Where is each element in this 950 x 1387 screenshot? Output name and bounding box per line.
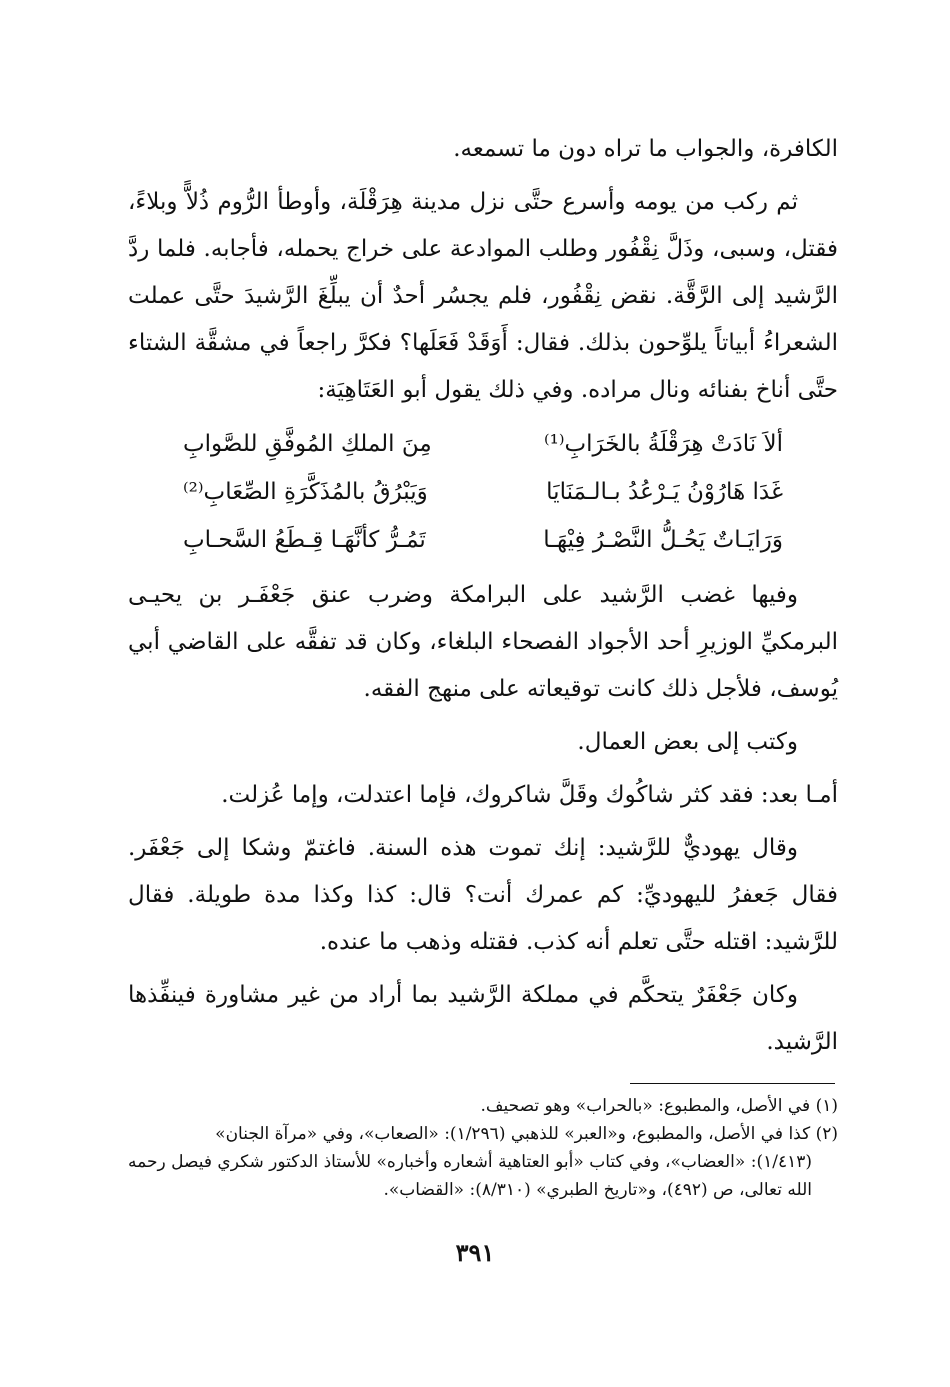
footnote-1: (١) في الأصل، والمطبوع: «بالحراب» وهو تصحيف. bbox=[480, 1096, 838, 1116]
footnotes bbox=[128, 1092, 838, 1204]
main-text bbox=[128, 126, 838, 1072]
paragraph-barmakids: وفيها غضب الرَّشيد على البرامكة وضرب عنق جَعْفَـر بن يحيـى البرمكيِّ الوزيرِ أحد الأجواد الفصحاء البلغاء، وكان قد تفقَّه على القاضي أبي يُوسف، فلأجل ذلك كانت توقيعاته على منهج الفقه. bbox=[128, 582, 838, 702]
verse-second-hemistich: تَمُـرُّ كأنَّهَـا قِـطَعُ السَّحـابِ bbox=[183, 527, 426, 553]
footnote-2 bbox=[128, 1120, 838, 1204]
verse-second-hemistich: مِنَ الملكِ المُوفَّقِ للصَّوابِ bbox=[183, 431, 432, 457]
verse-row bbox=[183, 516, 783, 564]
paragraph-jew-story: وقال يهوديٌّ للرَّشيد: إنك تموت هذه السنة. فاغتمّ وشكا إلى جَعْفَر. فقال جَعفرُ لليهوديِّ: كم عمرك أنت؟ قال: كذا وكذا مدة طويلة. فقال للرَّشيد: اقتله حتَّى تعلم أنه كذب. فقتله وذهب ما عنده. bbox=[128, 835, 838, 955]
verse-row bbox=[183, 468, 783, 516]
opening-line: الكافرة، والجواب ما تراه دون ما تسمعه. bbox=[453, 136, 838, 162]
footnote-2-first-line: (٢) كذا في الأصل، والمطبوع، و«العبر» للذهبي (١/٢٩٦): «الصعاب»، وفي «مرآة الجنان» bbox=[215, 1124, 838, 1144]
footnote-divider bbox=[630, 1083, 835, 1084]
paragraph-jafar-rule: وكان جَعْفَرٌ يتحكَّم في مملكة الرَّشيد بما أراد من غير مشاورة فينفِّذها الرَّشيد. bbox=[128, 982, 838, 1055]
verse-second-hemistich: وَيَبْرُقُ بالمُذَكَّرَةِ الصِّعَابِ⁽²⁾ bbox=[183, 479, 428, 505]
verse-first-hemistich: ألاَ نَادَتْ هِرَقْلَةُ بالخَرَابِ⁽¹⁾ bbox=[543, 431, 783, 457]
paragraph-letter-text: أمـا بعد: فقد كثر شاكُوك وقَلَّ شاكروك، فإما اعتدلت، وإما عُزلت. bbox=[221, 782, 838, 808]
footnote-2-continuation: (١/٤١٣): «العضاب»، وفي كتاب «أبو العتاهية أشعاره وأخباره» للأستاذ الدكتور شكري فيصل رحمه الله تعالى، ص (٤٩٢)، و«تاريخ الطبري» (٨/٣١٠): «القضاب». bbox=[128, 1152, 812, 1200]
page-number: ٣٩١ bbox=[455, 1238, 495, 1267]
verse-first-hemistich: وَرَايَـاتٌ يَحُـلُّ النَّصْـرُ فِيْهَـا bbox=[543, 527, 783, 553]
verse-first-hemistich: غَدَا هَارُوْنُ يَـرْعُدُ بـالـمَنَايَا bbox=[546, 479, 783, 505]
paragraph-letter-intro: وكتب إلى بعض العمال. bbox=[577, 729, 798, 755]
paragraph-rashid-campaign: ثم ركب من يومه وأسرع حتَّى نزل مدينة هِرَقْلَة، وأوطأ الرُّوم ذُلاًّ وبلاءً، فقتل، وسبى، وذَلَّ نِقْفُور وطلب الموادعة على خراج يحمله، فأجابه. فلما ردَّ الرَّشيد إلى الرَّقَّة. نقض نِقْفُور، فلم يجسُر أحدٌ أن يبلِّغَ الرَّشيدَ حتَّى عملت الشعراءُ أبياتاً يلوِّحون بذلك. فقال: أَوَقَدْ فَعَلَها؟ فكرَّ راجعاً في مشقَّة الشتاء حتَّى أناخ بفنائه ونال مراده. وفي ذلك يقول أبو العَتَاهِيَة: bbox=[128, 189, 838, 403]
verse-row bbox=[183, 420, 783, 468]
poem-verses bbox=[183, 420, 783, 564]
